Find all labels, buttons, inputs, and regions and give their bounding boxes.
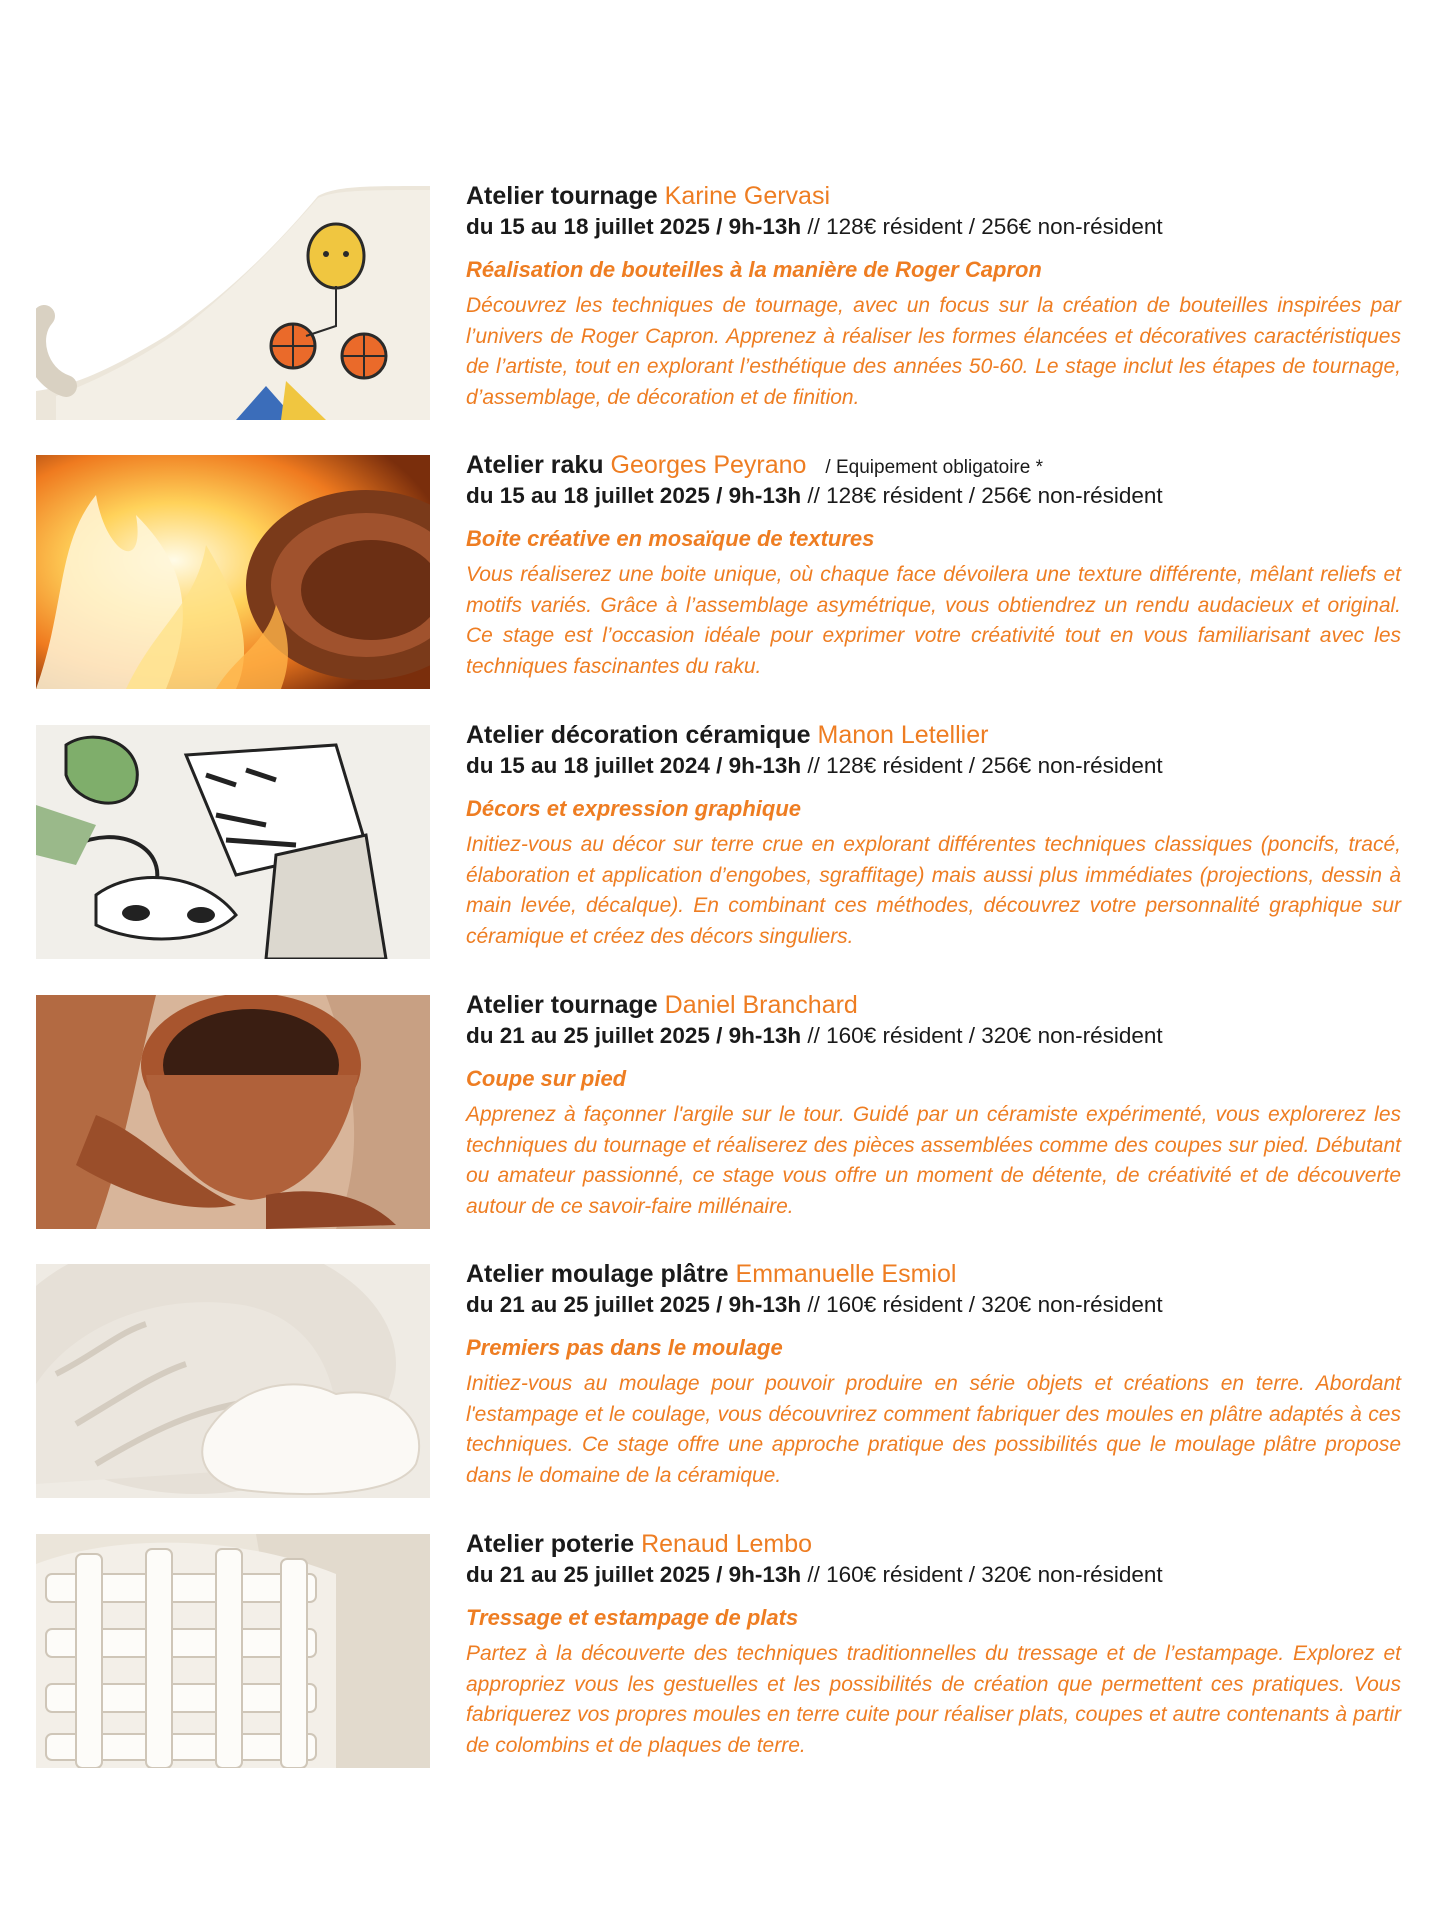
workshop-item [0, 721, 1440, 959]
pitcher-illustration [36, 186, 430, 420]
fire-illustration [36, 455, 430, 689]
workshop-when: du 21 au 25 juillet 2025 / 9h-13h [466, 1562, 802, 1587]
workshop-kind: Atelier tournage [466, 991, 658, 1019]
workshop-item [0, 1260, 1440, 1498]
workshop-subtitle: Coupe sur pied [466, 1066, 627, 1091]
teacher-name: Karine Gervasi [664, 182, 831, 210]
workshop-item [0, 991, 1440, 1229]
teacher-name: Emmanuelle Esmiol [735, 1260, 957, 1288]
workshop-description: Découvrez les techniques de tournage, avec un focus sur la création de bouteilles inspirées par l’univers de Roger Capron. Apprenez à réaliser les formes élancées et décoratives caractéristiques de l’artiste, tout en explorant l’esthétique des années 50-60. Le stage inclut les étapes de tournage, d’assemblage, de décoration et de finition. [466, 294, 1401, 409]
teacher-name: Daniel Branchard [664, 991, 858, 1019]
workshop-kind: Atelier moulage plâtre [466, 1260, 729, 1288]
workshop-when: du 15 au 18 juillet 2025 / 9h-13h [466, 214, 802, 239]
teacher-name: Georges Peyrano [610, 451, 807, 479]
workshop-title [466, 1528, 1401, 1560]
workshop-subtitle: Tressage et estampage de plats [466, 1605, 799, 1630]
workshop-kind: Atelier raku [466, 451, 604, 479]
workshop-dates [466, 481, 1401, 511]
workshop-when: du 21 au 25 juillet 2025 / 9h-13h [466, 1292, 802, 1317]
workshop-kind: Atelier poterie [466, 1530, 635, 1558]
workshop-title [466, 1258, 1401, 1290]
plaster-mould-image [36, 1264, 430, 1498]
raku-fire-image [36, 455, 430, 689]
workshop-subtitle: Décors et expression graphique [466, 796, 801, 821]
workshop-price: // 160€ résident / 320€ non-résident [807, 1292, 1163, 1317]
workshop-title [466, 719, 1401, 751]
workshop-when: du 15 au 18 juillet 2025 / 9h-13h [466, 483, 802, 508]
woven-clay-illustration [36, 1534, 430, 1768]
throwing-clay-image [36, 995, 430, 1229]
workshop-title [466, 449, 1401, 481]
workshop-dates [466, 212, 1401, 242]
pottery-wheel-illustration [36, 995, 430, 1229]
workshop-description: Partez à la découverte des techniques traditionnelles du tressage et de l’estampage. Explorez et appropriez vous les gestuelles et les possibilités de création que permettent ces pratiques. Vous fabriquerez vos propres moules en terre cuite pour réaliser plats, coupes et autre contenants à partir de colombins et de plaques de terre. [466, 1642, 1401, 1757]
workshop-description: Vous réaliserez une boite unique, où chaque face dévoilera une texture différente, mêlant reliefs et motifs variés. Grâce à l’assemblage asymétrique, vous obtiendrez un rendu audacieux et original. Ce stage est l’occasion idéale pour exprimer votre créativité tout en vous familiarisant avec les techniques fascinantes du raku. [466, 563, 1401, 678]
equipment-note: / Equipement obligatoire * [825, 457, 1044, 478]
graphic-decor-illustration [36, 725, 430, 959]
teacher-name: Renaud Lembo [641, 1530, 813, 1558]
ceramic-pitcher-image [36, 186, 430, 420]
workshop-dates [466, 1560, 1401, 1590]
workshop-title [466, 180, 1401, 212]
workshop-description: Initiez-vous au moulage pour pouvoir produire en série objets et créations en terre. Abordant l'estampage et le coulage, vous découvrirez comment fabriquer des moules en plâtre adaptés à ces techniques. Ce stage offre une approche pratique des possibilités que le moulage plâtre propose dans le domaine de la céramique. [466, 1372, 1401, 1487]
workshop-when: du 21 au 25 juillet 2025 / 9h-13h [466, 1023, 802, 1048]
workshop-price: // 128€ résident / 256€ non-résident [807, 753, 1163, 778]
workshop-subtitle: Réalisation de bouteilles à la manière de Roger Capron [466, 257, 1042, 282]
workshop-kind: Atelier décoration céramique [466, 721, 811, 749]
workshop-dates [466, 751, 1401, 781]
workshop-dates [466, 1290, 1401, 1320]
workshop-dates [466, 1021, 1401, 1051]
workshop-price: // 160€ résident / 320€ non-résident [807, 1562, 1163, 1587]
workshop-description: Initiez-vous au décor sur terre crue en explorant différentes techniques classiques (poncifs, tracé, élaboration et application d’engobes, sgraffitage) mais aussi plus immédiates (projections, dessin à main levée, décalque). En combinant ces méthodes, découvrez votre personnalité graphique sur céramique et créez des décors singuliers. [466, 833, 1401, 948]
workshop-description: Apprenez à façonner l'argile sur le tour. Guidé par un céramiste expérimenté, vous explorerez les techniques du tournage et réaliserez des pièces assemblées comme des coupes sur pied. Débutant ou amateur passionné, ce stage vous offre un moment de détente, de créativité et de découverte autour de ce savoir-faire millénaire. [466, 1103, 1401, 1218]
workshop-kind: Atelier tournage [466, 182, 658, 210]
plaster-mould-illustration [36, 1264, 430, 1498]
workshop-price: // 160€ résident / 320€ non-résident [807, 1023, 1163, 1048]
workshop-subtitle: Premiers pas dans le moulage [466, 1335, 783, 1360]
workshop-when: du 15 au 18 juillet 2024 / 9h-13h [466, 753, 802, 778]
workshop-item [0, 1530, 1440, 1768]
teacher-name: Manon Letellier [817, 721, 989, 749]
workshop-item [0, 182, 1440, 420]
workshop-title [466, 989, 1401, 1021]
woven-basket-image [36, 1534, 430, 1768]
workshop-subtitle: Boite créative en mosaïque de textures [466, 526, 875, 551]
workshop-price: // 128€ résident / 256€ non-résident [807, 483, 1163, 508]
decorated-ceramic-image [36, 725, 430, 959]
workshop-item [0, 451, 1440, 689]
workshop-price: // 128€ résident / 256€ non-résident [807, 214, 1163, 239]
